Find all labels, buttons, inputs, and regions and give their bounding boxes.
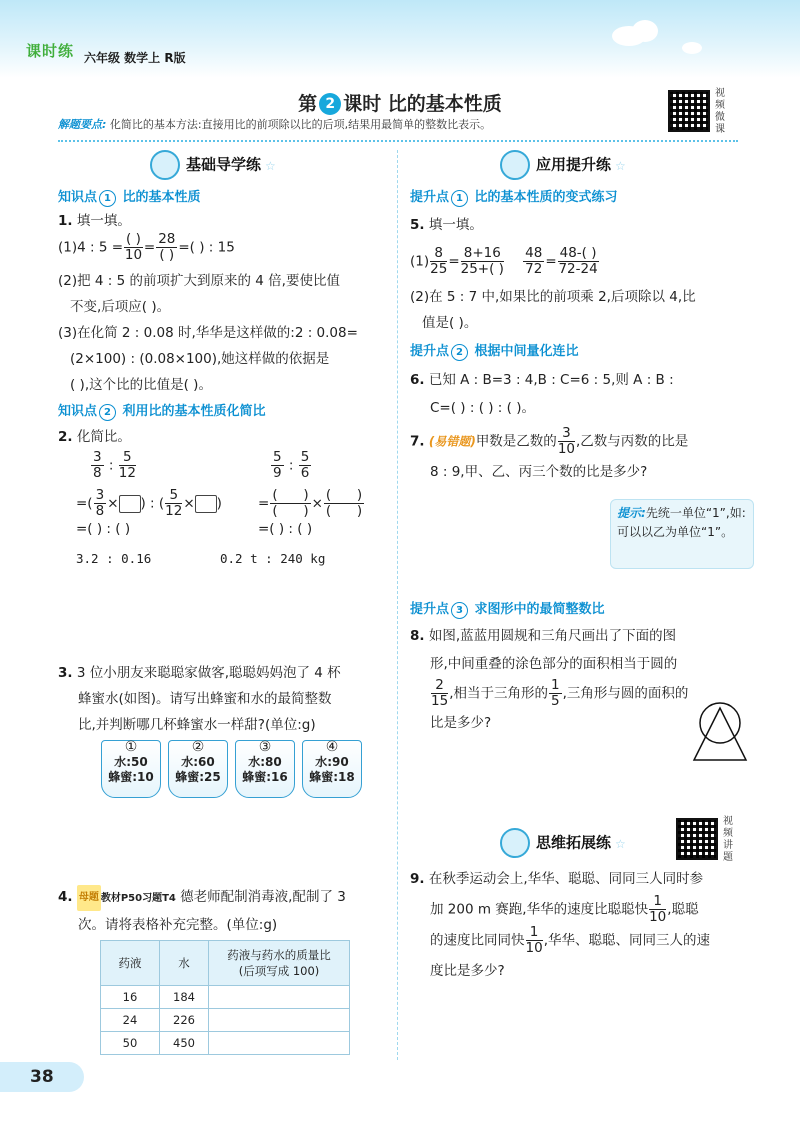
- question-5: 5. 填一填。: [410, 217, 483, 233]
- question-2-b-result: =( ) : ( ): [258, 521, 313, 537]
- star-icon: ☆: [615, 158, 626, 173]
- section-title-apply: 应用提升练 ☆: [500, 150, 626, 180]
- question-1-part-3: (3)在化简 2 : 0.08 时,华华是这样做的:2 : 0.08= (2×100) : (0.08×100),她这样做的依据是 ( ),这个比的比值是( )。: [58, 325, 358, 393]
- improve-point-2: 提升点 2 根据中间量化连比: [410, 344, 579, 359]
- question-2-b-step: = $\frac{( )}{( )}$ × $\frac{( )}{( )}$: [258, 487, 363, 519]
- tip-text: 化简比的基本方法:直接用比的前项除以比的后项,结果用最简单的整数比表示。: [109, 118, 492, 131]
- column-divider: [397, 150, 398, 1060]
- knowledge-point-1: 知识点 1 比的基本性质: [58, 190, 201, 205]
- tip-label: 解题要点:: [58, 118, 107, 131]
- section-title-extend: 思维拓展练 ☆: [500, 828, 626, 858]
- question-9: 9. 在秋季运动会上,华华、聪聪、同同三人同时参 加 200 m 赛跑,华华的速度比聪聪快 $\frac{1}{10}$ ,聪聪 的速度比同同快 $\frac{1}{10}$ ,华华、聪聪、同同三人的速 度比是多少?: [410, 871, 710, 979]
- question-2-a: $\frac{3}{8}$ : $\frac{5}{12}$: [93, 449, 136, 481]
- cloud-decoration: [632, 20, 658, 42]
- cartoon-icon: [150, 150, 180, 180]
- knowledge-point-2: 知识点 2 利用比的基本性质化简比: [58, 404, 266, 419]
- question-6: 6. 已知 A : B=3 : 4,B : C=6 : 5,则 A : B : C=( ) : ( ) : ( )。: [410, 372, 674, 416]
- question-5-part-2: (2)在 5 : 7 中,如果比的前项乘 2,后项除以 4,比 值是( )。: [410, 289, 696, 331]
- fraction: $\frac{( )}{10}$: [124, 231, 143, 263]
- table-cell-input[interactable]: [209, 986, 350, 1009]
- question-2-c: 3.2 : 0.16: [76, 551, 152, 566]
- circle-triangle-figure: [688, 700, 752, 766]
- lesson-title-text: 课时 比的基本性质: [343, 93, 502, 115]
- divider: [58, 140, 738, 142]
- question-4: 4. 母题 教材P50习题T4 德老师配制消毒液,配制了 3 次。请将表格补充完整。(单位:g): [58, 884, 346, 938]
- question-3: 3. 3 位小朋友来聪聪家做客,聪聪妈妈泡了 4 杯 蜂蜜水(如图)。请写出蜂蜜和水的最简整数 比,并判断哪几杯蜂蜜水一样甜?(单位:g): [58, 665, 341, 733]
- hint-box: 提示:先统一单位“1”,如:可以以乙为单位“1”。: [610, 499, 754, 569]
- question-7: 7. (易错题)甲数是乙数的 $\frac{3}{10}$ ,乙数与丙数的比是 8 : 9,甲、乙、丙三个数的比是多少?: [410, 425, 689, 480]
- brand-logo: 课时练: [26, 42, 75, 60]
- cartoon-icon: [500, 150, 530, 180]
- cartoon-icon: [500, 828, 530, 858]
- lesson-number-badge: 2: [319, 93, 341, 115]
- page-number: 38: [0, 1062, 84, 1092]
- question-2-d: 0.2 t : 240 kg: [220, 551, 326, 566]
- question-1: 1. 填一填。: [58, 213, 131, 229]
- question-2-a-result: =( ) : ( ): [76, 521, 131, 537]
- grade-label: 六年级 数学上 R版: [84, 51, 186, 65]
- cloud-decoration: [682, 42, 702, 54]
- question-2-b: $\frac{5}{9}$ : $\frac{5}{6}$: [273, 449, 310, 481]
- honey-cup-2: ② 水:60 蜂蜜:25: [168, 740, 228, 798]
- table-cell-input[interactable]: [209, 1032, 350, 1055]
- mother-question-tag: 母题: [77, 885, 101, 911]
- honey-cup-4: ④ 水:90 蜂蜜:18: [302, 740, 362, 798]
- table-cell-input[interactable]: [209, 1009, 350, 1032]
- tip-bar: [58, 116, 718, 132]
- qr-label: 视频微课: [715, 88, 725, 135]
- question-2-a-step: =( $\frac{3}{8}$ × ) : ( $\frac{5}{12}$ × ): [76, 487, 222, 519]
- fraction: $\frac{28}{( )}$: [158, 231, 176, 263]
- question-8: 8. 如图,蓝蓝用圆规和三角尺画出了下面的图 形,中间重叠的涂色部分的面积相当于圆的 $\frac{2}{15}$ ,相当于三角形的 $\frac{1}{5}$ ,三角形与圆的面积的 比是多少?: [410, 628, 689, 731]
- qr-code-icon[interactable]: [676, 818, 718, 860]
- question-1-part-2: (2)把 4 : 5 的前项扩大到原来的 4 倍,要使比值 不变,后项应( )。: [58, 273, 340, 315]
- honey-cup-3: ③ 水:80 蜂蜜:16: [235, 740, 295, 798]
- star-icon: ☆: [265, 158, 276, 173]
- star-icon: ☆: [615, 836, 626, 851]
- honey-cup-1: ① 水:50 蜂蜜:10: [101, 740, 161, 798]
- improve-point-1: 提升点 1 比的基本性质的变式练习: [410, 190, 618, 205]
- header-band: [0, 0, 800, 78]
- solution-table: 药液 水 药液与药水的质量比 (后项写成 100) 16 184 24 226 50 450: [100, 940, 350, 1055]
- lesson-prefix: 第: [298, 93, 318, 115]
- improve-point-3: 提升点 3 求图形中的最简整数比: [410, 602, 605, 617]
- qr-label: 视频讲题: [723, 816, 733, 863]
- question-2: 2. 化简比。: [58, 429, 131, 445]
- question-1-part-1: (1)4 : 5 = $\frac{( )}{10}$ = $\frac{28}{( )}$ =( ) : 15: [58, 231, 235, 263]
- question-5-part-1: (1) $\frac{8}{25}$ = $\frac{8+16}{25+( )}$ $\frac{48}{72}$ = $\frac{48-( )}{72-24}$: [410, 245, 598, 277]
- section-title-basic: 基础导学练 ☆: [150, 150, 276, 180]
